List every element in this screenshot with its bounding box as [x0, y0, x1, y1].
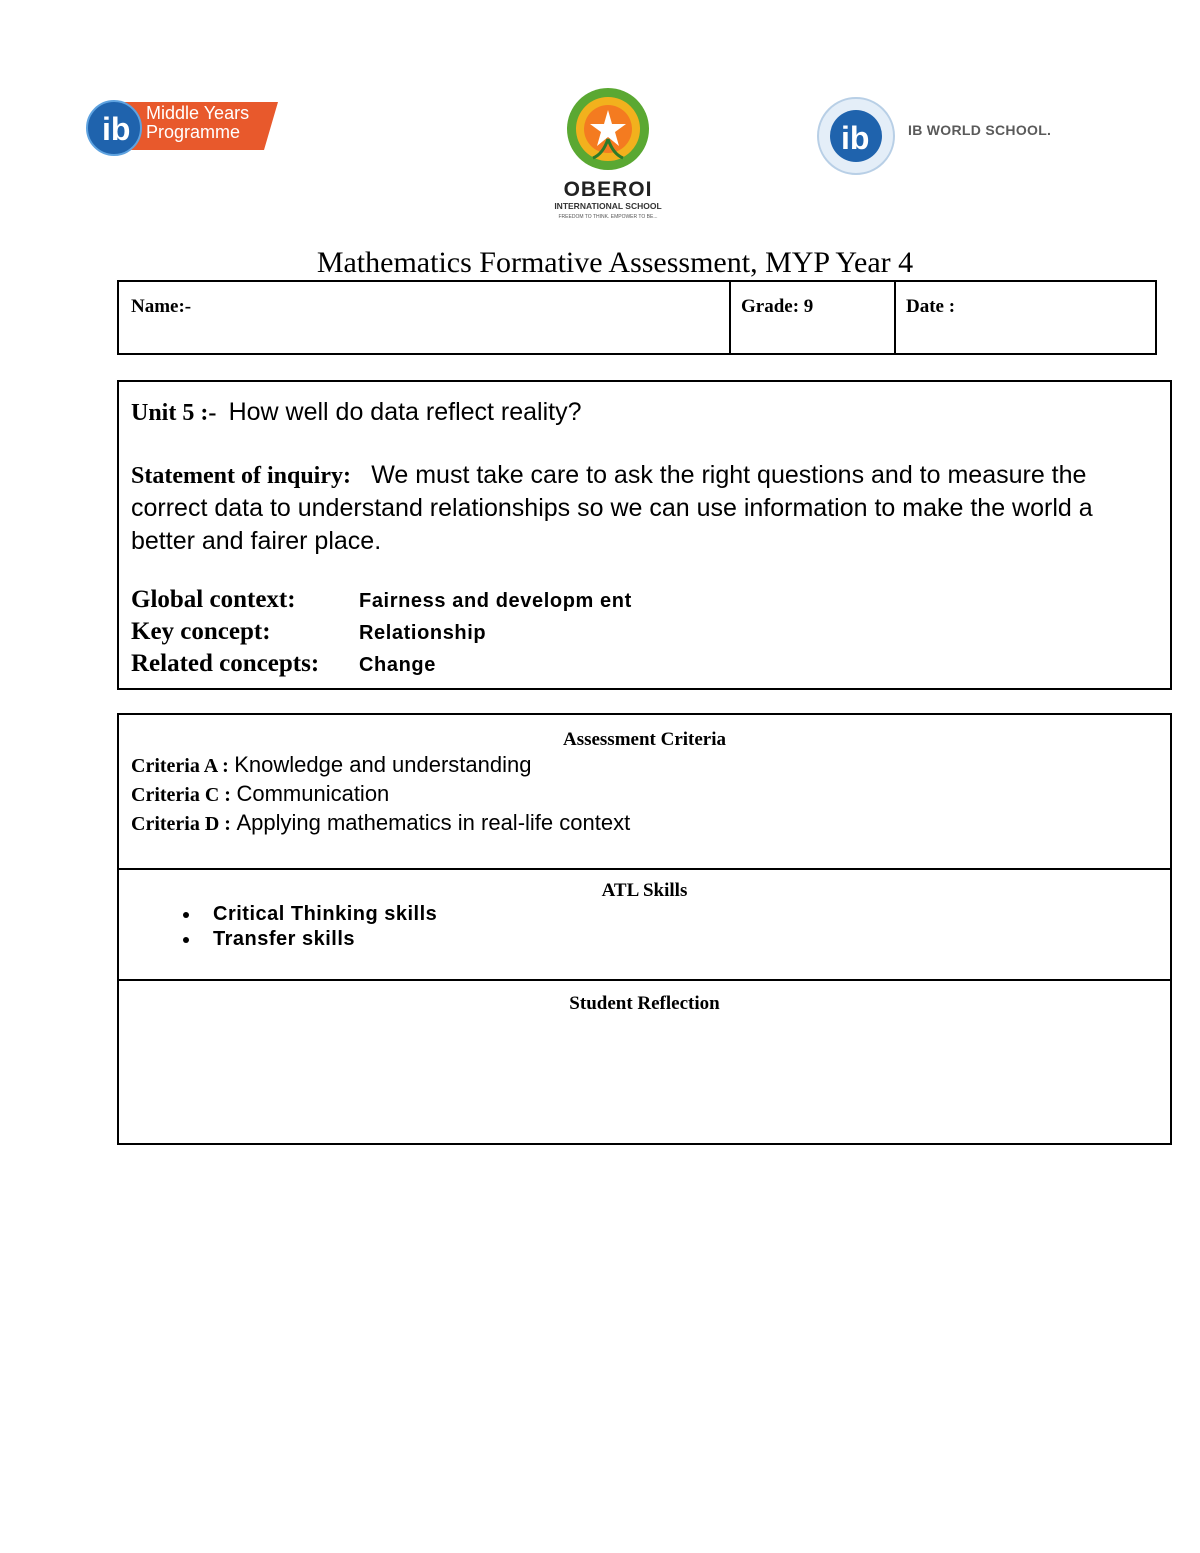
oberoi-emblem-icon — [563, 84, 653, 174]
myp-logo — [84, 98, 284, 158]
assessment-table — [117, 713, 1172, 1145]
related-concepts-value: Change — [359, 654, 436, 676]
key-concept-value: Relationship — [359, 622, 487, 644]
related-concepts-row — [131, 650, 1158, 682]
inquiry-text: We must take care to ask the right questions and to measure the correct data to understand relationships so we can use information to make the world a better and fairer place. — [131, 461, 1093, 555]
criteria-label: Criteria C : — [131, 784, 231, 806]
student-reflection-section[interactable] — [119, 981, 1170, 1143]
date-field[interactable]: Date : — [906, 296, 956, 317]
assessment-criteria-section — [119, 715, 1170, 870]
criteria-label: Criteria D : — [131, 813, 231, 835]
atl-skills-section — [119, 870, 1170, 981]
ib-world-school-emblem-icon — [816, 96, 896, 180]
key-concept-label: Key concept: — [131, 618, 271, 645]
atl-skills-list — [131, 902, 1158, 952]
unit-label: Unit 5 :- — [131, 400, 217, 426]
list-item: • Transfer skills — [201, 927, 1158, 952]
oberoi-name: OBEROI — [563, 178, 653, 201]
statement-of-inquiry — [131, 459, 1158, 558]
myp-logo-line2: Programme — [146, 122, 241, 142]
oberoi-subtitle: INTERNATIONAL SCHOOL — [554, 201, 662, 211]
unit-details-box — [117, 380, 1172, 690]
criteria-text: Knowledge and understanding — [234, 752, 532, 777]
concepts-list — [131, 586, 1158, 682]
name-field[interactable]: Name:- — [119, 282, 731, 353]
unit-heading — [131, 396, 1158, 429]
myp-logo-line1: Middle Years — [146, 103, 250, 123]
related-concepts-label: Related concepts: — [131, 650, 320, 677]
global-context-label: Global context: — [131, 586, 296, 613]
ib-world-school-text: IB WORLD SCHOOL. — [908, 122, 1052, 138]
student-reflection-heading: Student Reflection — [569, 993, 720, 1014]
inquiry-label: Statement of inquiry: — [131, 463, 351, 489]
oberoi-logo — [548, 84, 668, 224]
key-concept-row — [131, 618, 1158, 650]
ib-world-school-logo — [816, 96, 1056, 180]
oberoi-tagline: FREEDOM TO THINK. EMPOWER TO BE... — [558, 214, 658, 220]
criteria-text: Communication — [236, 781, 390, 806]
list-item: • Critical Thinking skills — [201, 902, 1158, 927]
global-context-row — [131, 586, 1158, 618]
criteria-row — [131, 780, 1158, 809]
criteria-text: Applying mathematics in real-life context — [236, 810, 631, 835]
atl-skills-heading: ATL Skills — [601, 880, 688, 901]
criteria-row — [131, 809, 1158, 838]
svg-text:ib: ib — [102, 111, 131, 147]
criteria-row — [131, 751, 1158, 780]
grade-field: Grade: 9 — [731, 282, 896, 353]
unit-question: How well do data reflect reality? — [228, 398, 582, 426]
student-info-box — [117, 280, 1157, 355]
page-title: Mathematics Formative Assessment, MYP Year 4 — [316, 246, 914, 279]
global-context-value: Fairness and developm ent — [359, 590, 632, 612]
assessment-criteria-heading: Assessment Criteria — [562, 729, 727, 750]
svg-text:ib: ib — [841, 120, 870, 156]
criteria-label: Criteria A : — [131, 755, 229, 777]
